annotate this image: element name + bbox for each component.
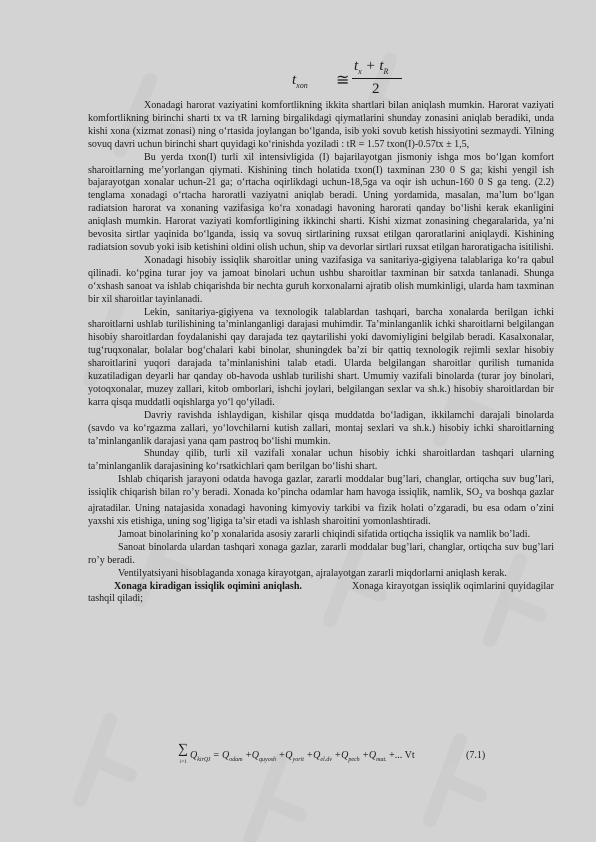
paragraph: Xonadagi harorat vaziyatini komfortlikning ikkita shartlari bilan aniqlash mumkin. Harorat vaziyati komfortlikning birinchi sharti tx va tR larning birgalikdagi qiymatlarini shunday zonasini aniqlab beradiki, unda kishi xona (xizmat zonasi) ning oʻrtasida joylangan boʻlganda, isib yoki sovub ketish hissiyotini sezmaydi. Yilning sovuq davri uchun birinchi shart quyidagi koʻrinishda yoziladi : tR = 1.57 txon(I)-0.57tx ± 1,5, [88, 100, 554, 150]
heat-flow-sum-formula [178, 740, 558, 776]
average-temperature-formula [292, 58, 412, 104]
sum-expression: $Q_{kirQI} = Q_{odam} +Q_{quyosh} +Q_{yorit} +Q_{el.dv} +Q_{pech} +Q_{mat.}$ +... Vt [190, 750, 415, 763]
body-text [88, 100, 554, 606]
formula-numerator: $t_x + t_R$ [354, 58, 389, 76]
paragraph: Xonadagi hisobiy issiqlik sharoitlar uning vazifasiga va sanitariya-gigiyena talablariga koʻra qabul qilinadi. koʻpgina turar joy va jamoat binolari uchun ushbu sharoitlar taxminan bir satxda tanlanadi. Shunga oʻxshash sanoat va ishlab chiqarishda bir nechta guruh korxonalarni ajratib olish mumkinligi, ularda ham taxminan bir xil sharoitlar tayinlanadi. [88, 254, 554, 305]
sigma-sign: ∑ [178, 742, 188, 757]
paragraph: Jamoat binolarining ko’p xonalarida asosiy zararli chiqindi sifatida ortiqcha issiqlik va namlik bo’ladi. [118, 528, 531, 540]
sum-lower-limit: i=1 [180, 760, 187, 765]
paragraph: Davriy ravishda ishlaydigan, kishilar qisqa muddatda boʻladigan, ikkilamchi darajali binolarda (savdo va koʻrgazma zallari, yoʻlovchilarni kutish zallari, montaj sexlari va sh.k.) hisobiy ichki sharoitlarning taʼminlanganlik darajasi yana qam pastroq boʻlishi mumkin. [88, 409, 554, 447]
formula-lhs: $t_{xon}$ [292, 72, 308, 90]
paragraph: Shunday qilib, turli xil vazifali xonalar uchun hisobiy ichki sharoitlardan tashqari ularning taʼminlanganlik darajasining koʻrsatkichlari qam berilgan boʻlishi shart. [88, 448, 554, 473]
paragraph: Ventilyatsiyani hisoblaganda xonaga kirayotgan, ajralayotgan zararli miqdorlarni aniqlash kerak. [118, 567, 507, 579]
paragraph: Sanoat binolarda ulardan tashqari xonaga gazlar, zararli moddalar bug’lari, changlar, ortiqcha suv bug’lari ro’y beradi. [88, 541, 554, 566]
section-heading: Xonaga kiradigan issiqlik oqimini aniqlash. Xonaga kirayotgan issiqlik oqimlarini quyidagilar tashqil qiladi; [88, 580, 554, 605]
approx-sign: ≅ [336, 72, 350, 89]
paragraph: Bu yerda txon(I) turli xil intensivligida (I) bajarilayotgan jismoniy ishga mos boʻlgan komfort sharoitlarning meʼyorlangan qiymati. Kishining tinch holatida txon(I) taxminan 230 0 S ga; kishi yengil ish bajarayotgan xonalar uchun-21 ga; oʻrtacha oqirlikdagi uchun-18,5ga va oqir ish uchun-160 0 S ga teng. (2.2) tenglama xonadagi oʻrtacha haroratli vaziyatni aniqlab beradi. Uning yordamida, masalan, maʼlum boʻlgan radiatsion harorat va xonaning vazifasiga koʻra xonadagi havoning harorati qanday boʻlishi kerak ekanligini aniqlash mumkin. Harorat vaziyati komfortligining ikkinchi sharti. Kishi xizmat zonasining chegaralarida, yaʼni bevosita sirtlar yaqinida boʻlganda, issiq va sovuq sirtlarining ruxsat etilgan qaroratlarini aniqlaydi. Kishining radiatsion sovub yoki isib ketishini oldini olish uchun, ship va devorlar sirtlari ruxsat etilgan haroratigacha isitilishi. [88, 151, 554, 253]
equation-number: (7.1) [466, 750, 486, 761]
fraction-bar [352, 78, 402, 79]
paragraph: Lekin, sanitariya-gigiyena va texnologik talablardan tashqari, barcha xonalarda berilgan ichki sharoitlarni ushlab turilishining taʼminlanganligi darajasi muhimdir. Taʼminlanganlik ichki sharoitlarni belgilangan hisobiy sharoitlardan foydalanishi qay darajada tez qaytarilishi yoki davomiyligini belgilab beradi. Kasalxonalar, tugʻruqxonalar, bolalar bogʻchalari kabi binolar, shuningdek baʼzi bir qattiq texnologik rejimli sexlar hisobiy sharoitlarini yuqori darajada taʼminlanishini talab etadi. Ularda belgilangan sharoitlar qurilish tumanida kuzatiladigan deyarli har qanday ob-havoda ushlab turilishi shart. Umumiy vazifali binolarda (turar joy binolari, yotoqxonalar, muzey zallari, kitob omborlari, ishchi joylari, belgilangan sexlar va sh.k.) hisobiy sharoitlardan bir karra qisqa muddatli oqishlarga yoʻl qoʻyiladi. [88, 306, 554, 408]
formula-denominator: 2 [372, 81, 380, 97]
paragraph: Ishlab chiqarish jarayoni odatda havoga gazlar, zararli moddalar bug’lari, changlar, ortiqcha suv bug’lari, issiqlik chiqarish bilan ro’y beradi. Xonada ko’pincha odamlar ham havoga issiqlik, namlik, $SO_2$ va boshqa gazlar ajratadilar. Uning natajasida xonadagi havoning kimyoviy tarkibi va fizik holati o’zgaradi, bu esa odam o’zini yaxshi xis etishiga, uning sog’ligiga ta’sir etadi va ishlash sharoitini yomonlashtiradi. [88, 474, 554, 527]
